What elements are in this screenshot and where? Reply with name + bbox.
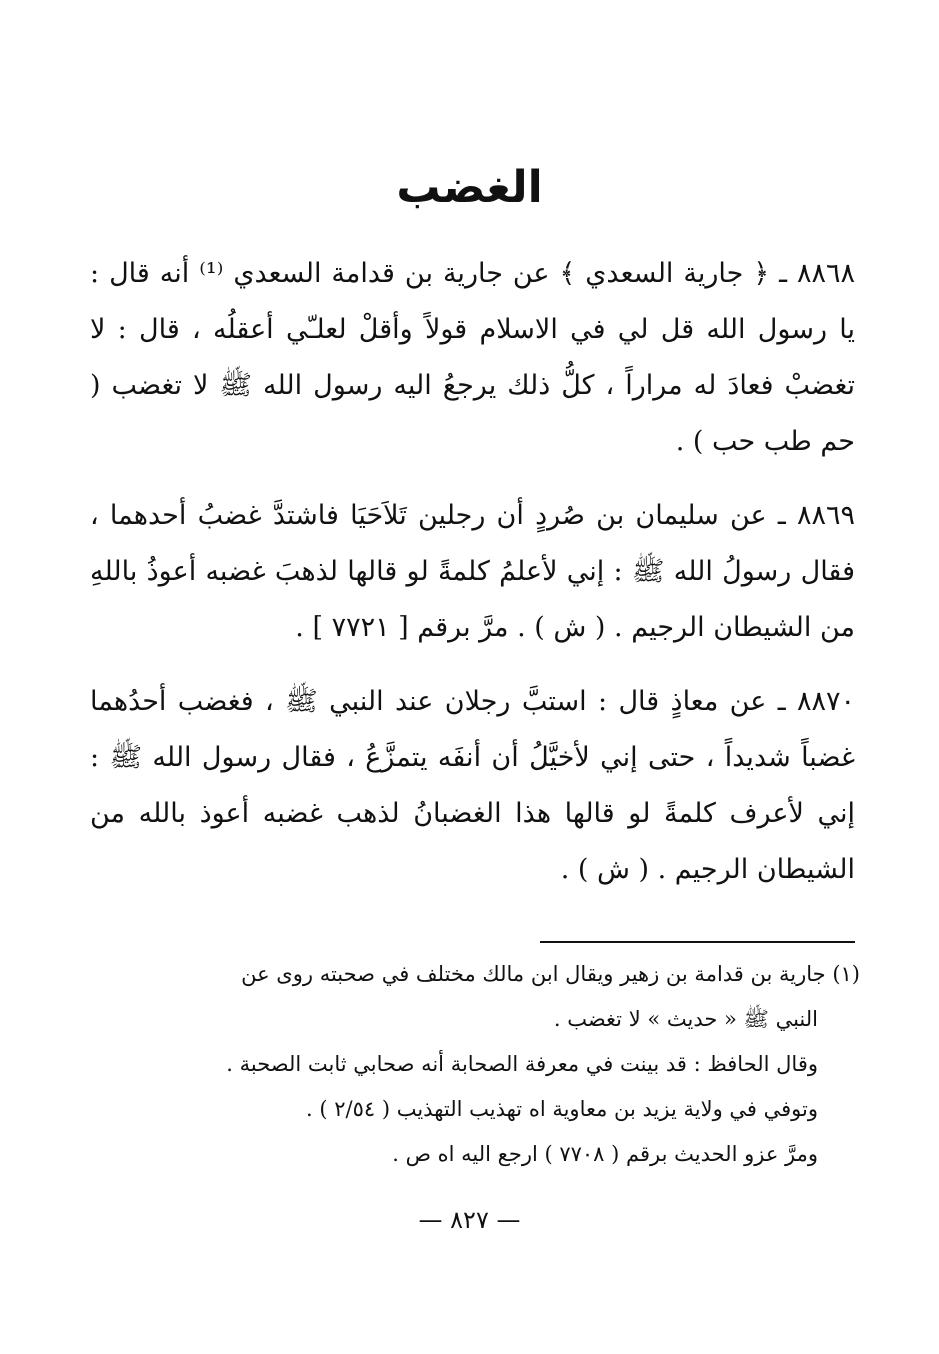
footnote-line: (١) جارية بن قدامة بن زهير ويقال ابن مالك مختلف في صحبته روى عن	[241, 962, 860, 986]
footnote-divider	[540, 941, 855, 943]
footnote-line: ومرَّ عزو الحديث برقم ( ٧٧٠٨ ) ارجع اليه اه ص .	[392, 1142, 818, 1166]
footnotes	[160, 952, 860, 1177]
hadith-entry-8868: ٨٨٦٨ ـ ﴿ جارية السعدي ﴾ عن جارية بن قدامة السعدي ⁽¹⁾ أنه قال : يا رسول الله قل لي في الاسلام قولاً وأقلْ لعلـّي أعقلُه ، قال : لا تغضبْ فعادَ له مراراً ، كلُّ ذلك يرجعُ اليه رسول الله ﷺ لا تغضب ( حم طب حب ) .	[90, 258, 856, 457]
chapter-title: الغضب	[396, 162, 543, 213]
hadith-entries	[90, 246, 855, 916]
hadith-entry-8870: ٨٨٧٠ ـ عن معاذٍ قال : استبَّ رجلان عند النبي ﷺ ، فغضب أحدُهما غضباً شديداً ، حتى إني لأخيَّلُ أن أنفَه يتمزَّعُ ، فقال رسول الله ﷺ : إني لأعرف كلمةً لو قالها هذا الغضبانُ لذهب غضبه أعوذ بالله من الشيطان الرجيم . ( ش ) .	[90, 686, 855, 885]
footnote-line: وقال الحافظ : قد بينت في معرفة الصحابة أنه صحابي ثابت الصحبة .	[226, 1052, 818, 1076]
footnote-line: وتوفي في ولاية يزيد بن معاوية اه تهذيب التهذيب ( ٢/٥٤ ) .	[306, 1097, 818, 1121]
page-number: — ٨٢٧ —	[418, 1206, 521, 1234]
footnote-line: النبي ﷺ « حديث » لا تغضب .	[553, 1007, 818, 1031]
hadith-entry-8869: ٨٨٦٩ ـ عن سليمان بن صُردٍ أن رجلين تَلاَحَيَا فاشتدَّ غضبُ أحدهما ، فقال رسولُ الله ﷺ : إني لأعلمُ كلمةً لو قالها لذهبَ غضبه أعوذُ باللهِ من الشيطان الرجيم . ( ش ) . مرَّ برقم [ ٧٧٢١ ] .	[90, 500, 855, 643]
